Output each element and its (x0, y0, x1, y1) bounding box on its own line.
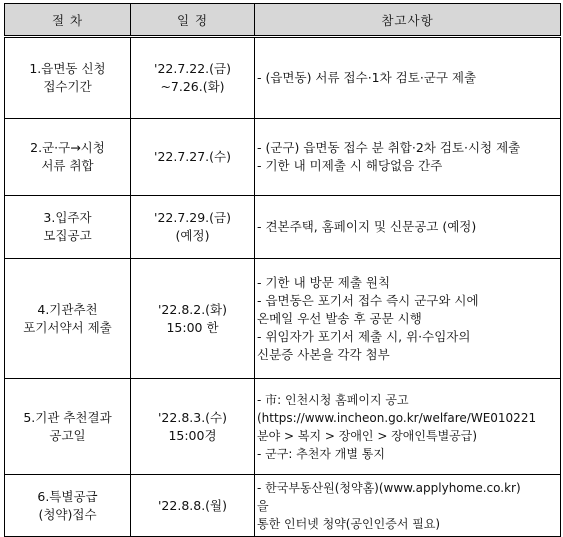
table-row (5, 259, 561, 379)
date-cell: '22.8.3.(수) 15:00경 (131, 379, 255, 475)
step-cell: 2.군·구→시청 서류 취합 (5, 119, 131, 196)
date-cell: '22.8.2.(화) 15:00 한 (131, 259, 255, 379)
table-row (5, 37, 561, 119)
schedule-table (4, 3, 561, 537)
table-row (5, 379, 561, 475)
date-cell: '22.7.29.(금) (예정) (131, 196, 255, 259)
note-cell: - 견본주택, 홈페이지 및 신문공고 (예정) (255, 196, 561, 259)
note-cell: - 市: 인천시청 홈페이지 공고 (https://www.incheon.go.kr/welfare/WE010221 분야 > 복지 > 장애인 > 장애인특별공급) - 군구: 추천자 개별 통지 (255, 379, 561, 475)
header-date: 일 정 (131, 4, 255, 37)
note-cell: - 한국부동산원(청약홈)(www.applyhome.co.kr) 을 통한 인터넷 청약(공인인증서 필요) (255, 475, 561, 537)
header-row (5, 4, 561, 37)
table-row (5, 196, 561, 259)
note-cell: - (읍면동) 서류 접수·1차 검토·군구 제출 (255, 37, 561, 119)
date-cell: '22.7.27.(수) (131, 119, 255, 196)
date-cell: '22.8.8.(월) (131, 475, 255, 537)
header-note: 참고사항 (255, 4, 561, 37)
note-cell: - 기한 내 방문 제출 원칙 - 읍면동은 포기서 접수 즉시 군구와 시에 온메일 우선 발송 후 공문 시행 - 위임자가 포기서 제출 시, 위·수임자의 신분증 사본을 각각 첨부 (255, 259, 561, 379)
header-step: 절 차 (5, 4, 131, 37)
step-cell: 1.읍면동 신청 접수기간 (5, 37, 131, 119)
table-row (5, 119, 561, 196)
table-row (5, 475, 561, 537)
step-cell: 5.기관 추천결과 공고일 (5, 379, 131, 475)
date-cell: '22.7.22.(금) ~7.26.(화) (131, 37, 255, 119)
step-cell: 3.입주자 모집공고 (5, 196, 131, 259)
step-cell: 6.특별공급 (청약)접수 (5, 475, 131, 537)
note-cell: - (군구) 읍면동 접수 분 취합·2차 검토·시청 제출 - 기한 내 미제출 시 해당없음 간주 (255, 119, 561, 196)
step-cell: 4.기관추천 포기서약서 제출 (5, 259, 131, 379)
